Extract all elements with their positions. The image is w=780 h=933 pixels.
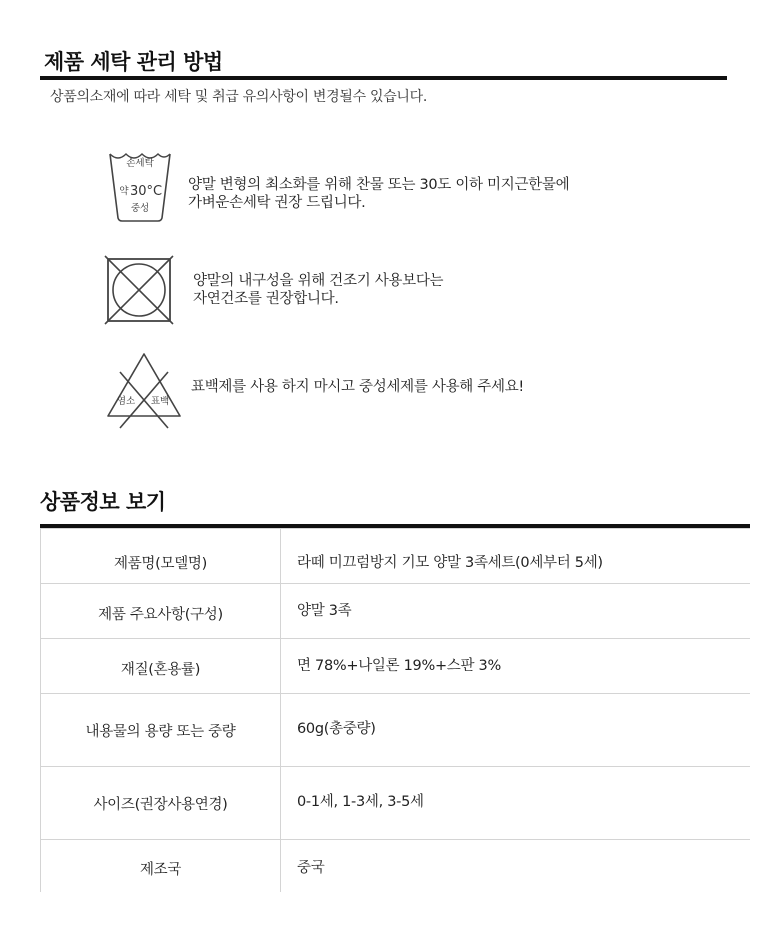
care-notice: 상품의소재에 따라 세탁 및 취급 유의사항이 변경될수 있습니다. bbox=[50, 89, 428, 105]
care-section-title: 제품 세탁 관리 방법 bbox=[44, 50, 223, 74]
row-label: 제품명(모델명) bbox=[41, 529, 281, 584]
row-label: 제품 주요사항(구성) bbox=[41, 584, 281, 639]
instruction-line: 양말 변형의 최소화를 위해 찬물 또는 30도 이하 미지근한물에 bbox=[188, 177, 570, 193]
chlorine-label: 염소 bbox=[116, 396, 136, 407]
row-label: 재질(혼용률) bbox=[41, 639, 281, 694]
instruction-line: 자연건조를 권장합니다. bbox=[193, 291, 339, 307]
row-label: 사이즈(권장사용연경) bbox=[41, 767, 281, 840]
table-row bbox=[41, 767, 751, 840]
hand-wash-strength-label: 약 bbox=[119, 186, 129, 197]
product-info-title: 상품정보 보기 bbox=[40, 490, 166, 514]
no-bleach-icon bbox=[104, 350, 184, 430]
hand-wash-instruction bbox=[188, 176, 569, 212]
row-value: 양말 3족 bbox=[281, 584, 751, 639]
instruction-line: 표백제를 사용 하지 마시고 중성세제를 사용해 주세요! bbox=[191, 379, 524, 395]
row-label: 내용물의 용량 또는 중량 bbox=[41, 694, 281, 767]
no-tumble-dry-icon bbox=[104, 255, 174, 325]
hand-wash-temperature: 30°C bbox=[129, 184, 163, 199]
hand-wash-detergent-label: 중성 bbox=[130, 203, 150, 214]
instruction-line: 양말의 내구성을 위해 건조기 사용보다는 bbox=[193, 273, 444, 289]
table-row bbox=[41, 694, 751, 767]
instruction-line: 가벼운손세탁 권장 드립니다. bbox=[188, 195, 366, 211]
row-value: 면 78%+나일론 19%+스판 3% bbox=[281, 639, 751, 694]
drying-instruction bbox=[193, 272, 443, 308]
bleach-label: 표백 bbox=[150, 396, 170, 407]
table-row bbox=[41, 840, 751, 892]
row-value: 60g(총중량) bbox=[281, 694, 751, 767]
row-value: 중국 bbox=[281, 840, 751, 892]
table-row bbox=[41, 639, 751, 694]
hand-wash-label: 손세탁 bbox=[126, 158, 154, 169]
product-info-table bbox=[40, 528, 750, 892]
table-row bbox=[41, 529, 751, 584]
row-label: 제조국 bbox=[41, 840, 281, 892]
row-value: 라떼 미끄럼방지 기모 양말 3족세트(0세부터 5세) bbox=[281, 529, 751, 584]
care-title-divider bbox=[40, 76, 727, 80]
bleach-instruction bbox=[191, 378, 524, 396]
row-value: 0-1세, 1-3세, 3-5세 bbox=[281, 767, 751, 840]
hand-wash-icon bbox=[106, 150, 174, 224]
table-row bbox=[41, 584, 751, 639]
